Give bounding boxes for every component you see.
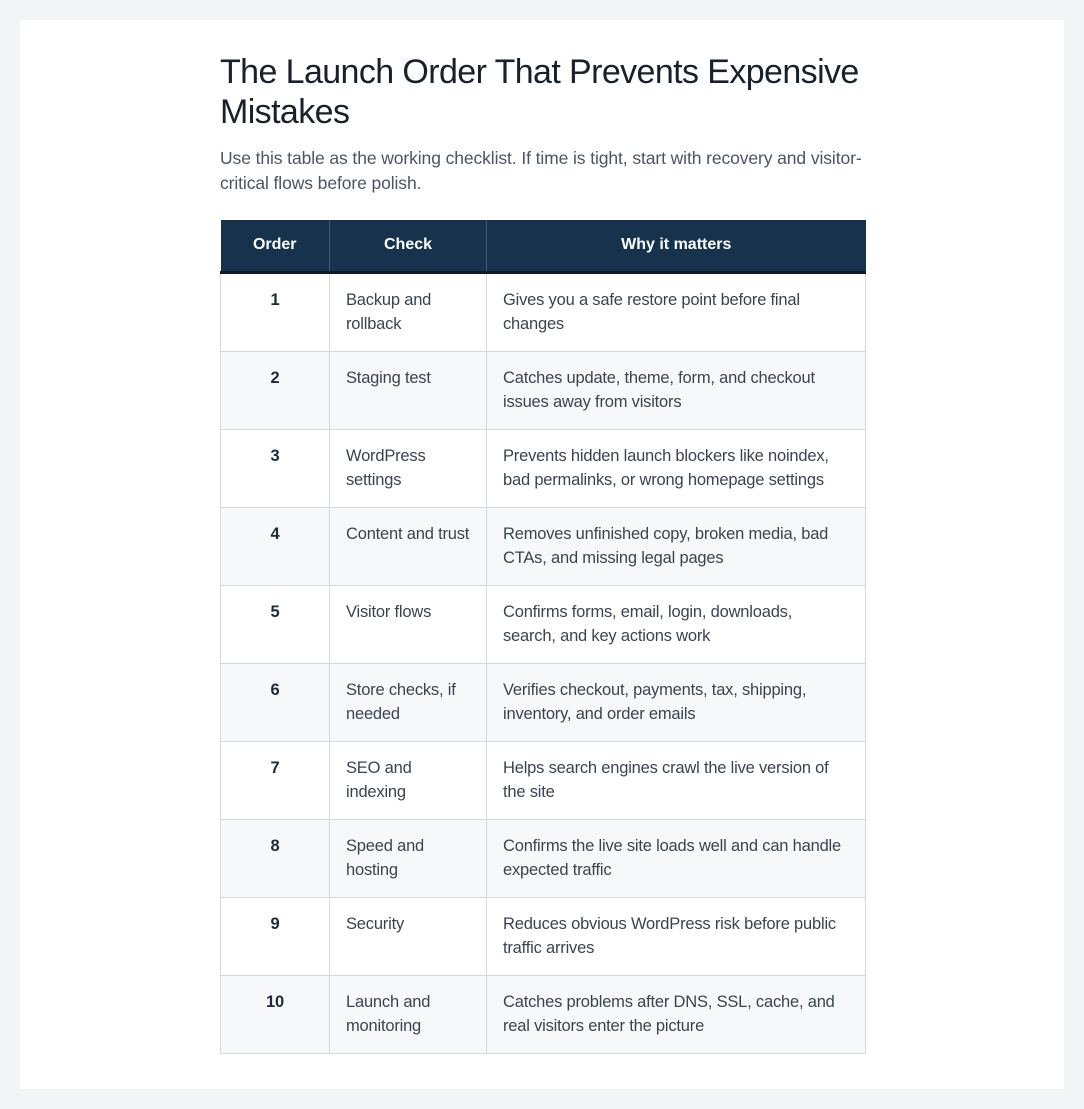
page-subtitle: Use this table as the working checklist. If time is tight, start with recovery and visitor-critical flows before polish. [220, 148, 862, 193]
row-check: Content and trust [330, 507, 487, 585]
row-order: 3 [221, 429, 330, 507]
row-check: Visitor flows [330, 585, 487, 663]
header-order: Order [221, 220, 330, 272]
row-order: 8 [221, 819, 330, 897]
row-why: Gives you a safe restore point before final changes [487, 272, 866, 351]
table-row [221, 819, 866, 897]
row-order: 9 [221, 897, 330, 975]
row-why: Confirms forms, email, login, downloads, search, and key actions work [487, 585, 866, 663]
row-why: Verifies checkout, payments, tax, shipping, inventory, and order emails [487, 663, 866, 741]
row-order: 7 [221, 741, 330, 819]
row-check: Store checks, if needed [330, 663, 487, 741]
row-why: Helps search engines crawl the live version of the site [487, 741, 866, 819]
row-check: SEO and indexing [330, 741, 487, 819]
launch-checklist-table [220, 220, 866, 1054]
table-row [221, 272, 866, 351]
table-row [221, 351, 866, 429]
header-check: Check [330, 220, 487, 272]
row-why: Removes unfinished copy, broken media, bad CTAs, and missing legal pages [487, 507, 866, 585]
row-order: 6 [221, 663, 330, 741]
table-row [221, 975, 866, 1053]
article-card [20, 20, 1064, 1089]
table-row [221, 507, 866, 585]
row-order: 10 [221, 975, 330, 1053]
article-content [220, 52, 865, 1054]
page-title: The Launch Order That Prevents Expensive Mistakes [220, 53, 859, 131]
table-row [221, 663, 866, 741]
row-why: Prevents hidden launch blockers like noindex, bad permalinks, or wrong homepage settings [487, 429, 866, 507]
table-row [221, 585, 866, 663]
row-check: Speed and hosting [330, 819, 487, 897]
row-check: Staging test [330, 351, 487, 429]
row-check: WordPress settings [330, 429, 487, 507]
row-order: 1 [221, 272, 330, 351]
row-order: 5 [221, 585, 330, 663]
row-order: 2 [221, 351, 330, 429]
row-check: Launch and monitoring [330, 975, 487, 1053]
table-row [221, 429, 866, 507]
row-check: Backup and rollback [330, 272, 487, 351]
row-why: Catches update, theme, form, and checkout issues away from visitors [487, 351, 866, 429]
row-check: Security [330, 897, 487, 975]
table-row [221, 741, 866, 819]
row-why: Catches problems after DNS, SSL, cache, and real visitors enter the picture [487, 975, 866, 1053]
row-why: Confirms the live site loads well and can handle expected traffic [487, 819, 866, 897]
table-row [221, 897, 866, 975]
header-why-it-matters: Why it matters [487, 220, 866, 272]
table-header-row [221, 220, 866, 272]
row-why: Reduces obvious WordPress risk before public traffic arrives [487, 897, 866, 975]
row-order: 4 [221, 507, 330, 585]
